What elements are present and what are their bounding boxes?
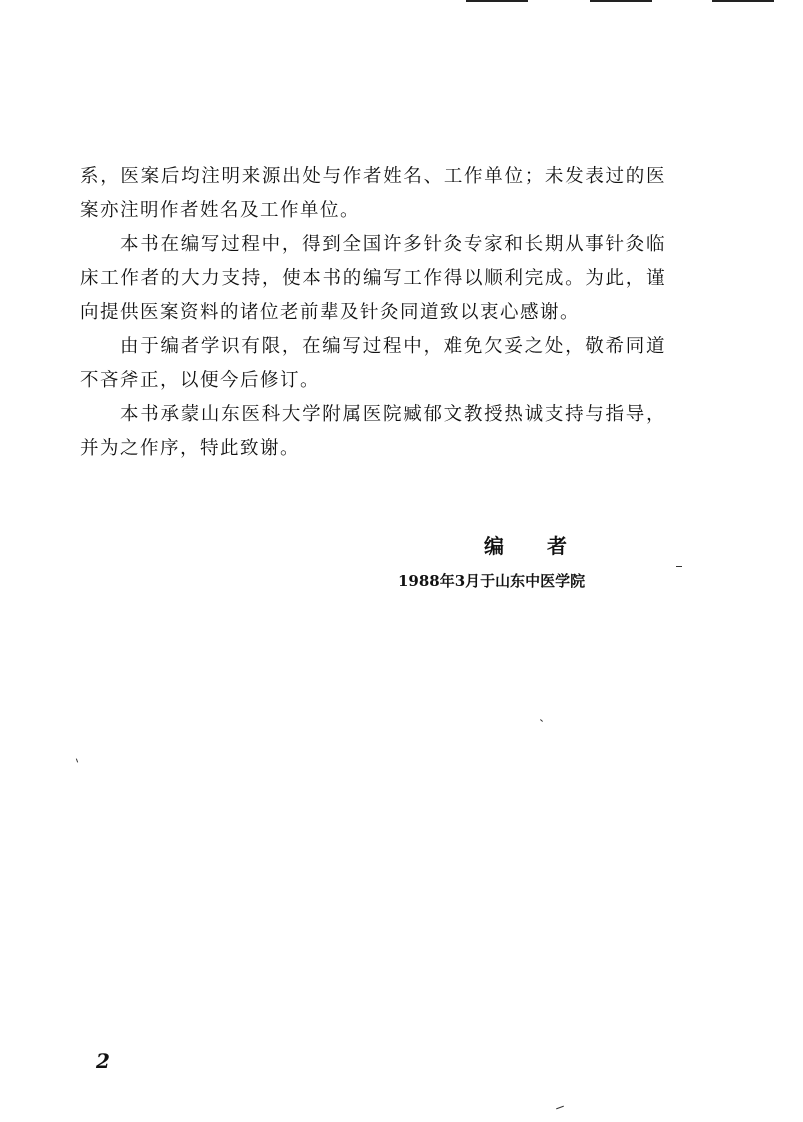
paragraph-acknowledgement-preface: 本书承蒙山东医科大学附属医院臧郁文教授热诚支持与指导，并为之作序，特此致谢。 [80,404,666,459]
author-signature: 编 者 [484,534,585,558]
paragraph-continuation: 系，医案后均注明来源出处与作者姓名、工作单位；未发表过的医案亦注明作者姓名及工作单位。 [80,166,666,221]
header-rule-middle [590,0,652,2]
scan-speck [556,1106,564,1110]
page-number: 2 [96,1049,110,1073]
paragraph-acknowledgement-experts: 本书在编写过程中，得到全国许多针灸专家和长期从事针灸临床工作者的大力支持，使本书的编写工作得以顺利完成。为此，谨向提供医案资料的诸位老前辈及针灸同道致以衷心感谢。 [80,234,666,323]
scan-speck [540,719,543,722]
page-body [80,160,666,466]
paragraph-errata-request: 由于编者学识有限，在编写过程中，难免欠妥之处，敬希同道不吝斧正，以便今后修订。 [80,336,666,391]
header-rule-left [466,0,528,2]
scan-speck [76,758,78,762]
scan-speck [676,566,682,567]
date-and-place: 1988年3月于山东中医学院 [398,572,586,590]
header-rule-right [712,0,774,2]
